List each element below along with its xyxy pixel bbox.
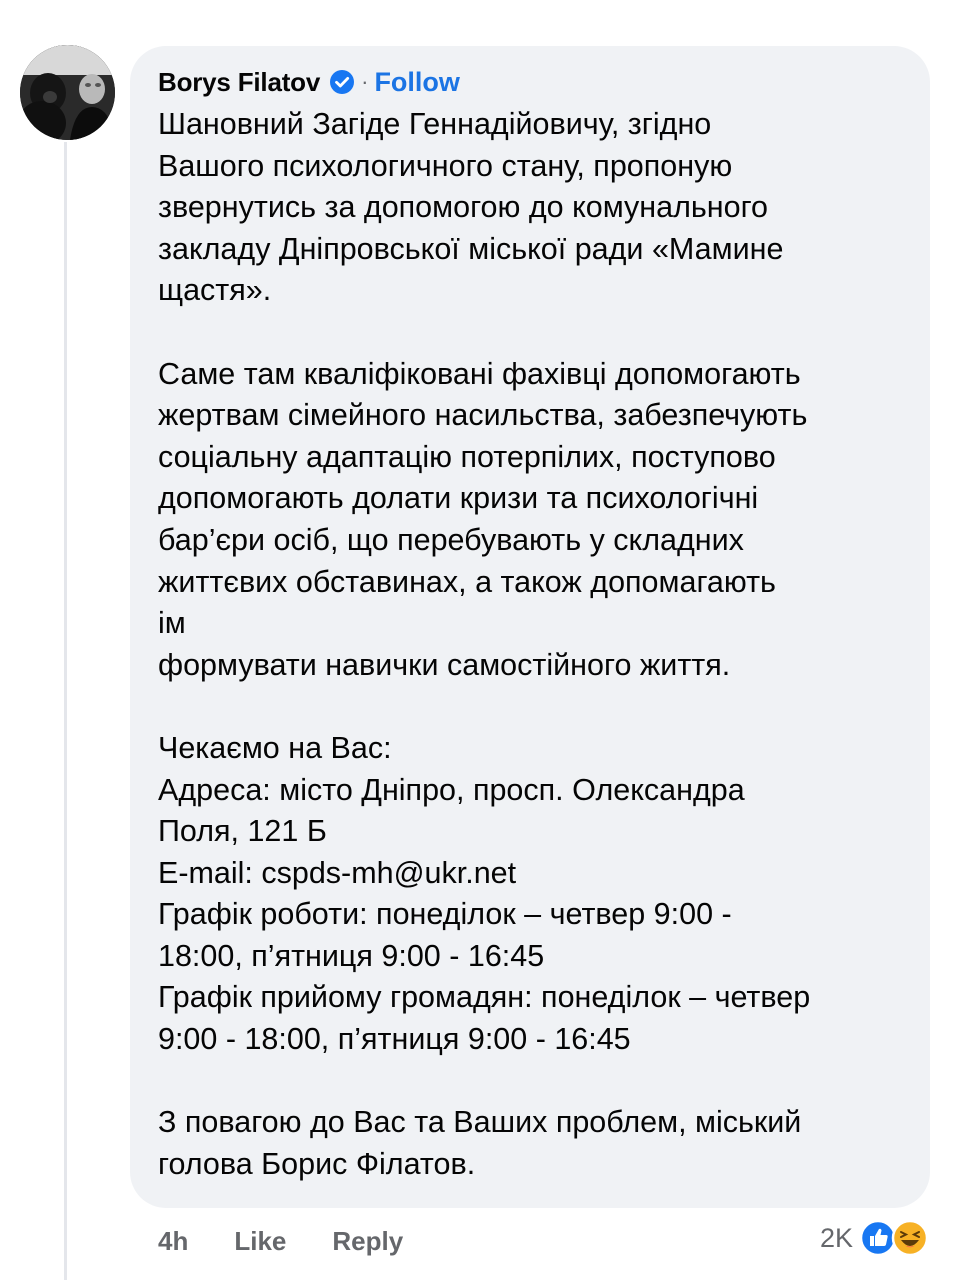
reaction-count: 2K (819, 1222, 853, 1253)
comment-actions (158, 1221, 403, 1261)
comment-paragraph: Саме там кваліфіковані фахівці допомогають жертвам сімейного насильства, забезпечують соціальну адаптацію потерпілих, поступово допомогають долати кризи та психологічні бар’єри осіб, що перебувають у складних життєвих обставинах, а також допомагають ім формувати навички самостійного життя. (158, 356, 808, 682)
comment-body (158, 104, 918, 1185)
avatar-photo (20, 45, 115, 140)
like-button[interactable]: Like (234, 1225, 287, 1256)
separator-dot: · (361, 69, 369, 94)
thread-line (64, 142, 67, 1280)
comment-paragraph: Чекаємо на Вас: Адреса: місто Дніпро, просп. Олександра Поля, 121 Б E-mail: cspds-mh@ukr.net Графік роботи: понеділок – четвер 9:00 - 18:00, п’ятниця 9:00 - 16:45 Графік прийому громадян: понеділок – четвер 9:00 - 18:00, п’ятниця 9:00 - 16:45 (158, 730, 811, 1057)
haha-reaction-icon (891, 1219, 929, 1257)
avatar[interactable] (20, 45, 115, 140)
comment-paragraph: З повагою до Вас та Ваших проблем, міський голова Борис Філатов. (158, 1105, 802, 1181)
comment-paragraph: Шановний Загіде Геннадійовичу, згідно Вашого психологичного стану, пропоную звернутись за допомогою до комунального закладу Дніпровської міської ради «Мамине щастя». (158, 107, 784, 308)
comment-header (158, 64, 460, 100)
author-name[interactable]: Borys Filatov (158, 66, 321, 97)
follow-button[interactable]: Follow (374, 66, 460, 97)
comment-timestamp[interactable]: 4h (158, 1225, 189, 1256)
verified-badge-icon (329, 69, 355, 95)
reply-button[interactable]: Reply (332, 1225, 404, 1256)
reactions-summary[interactable] (820, 1215, 929, 1261)
